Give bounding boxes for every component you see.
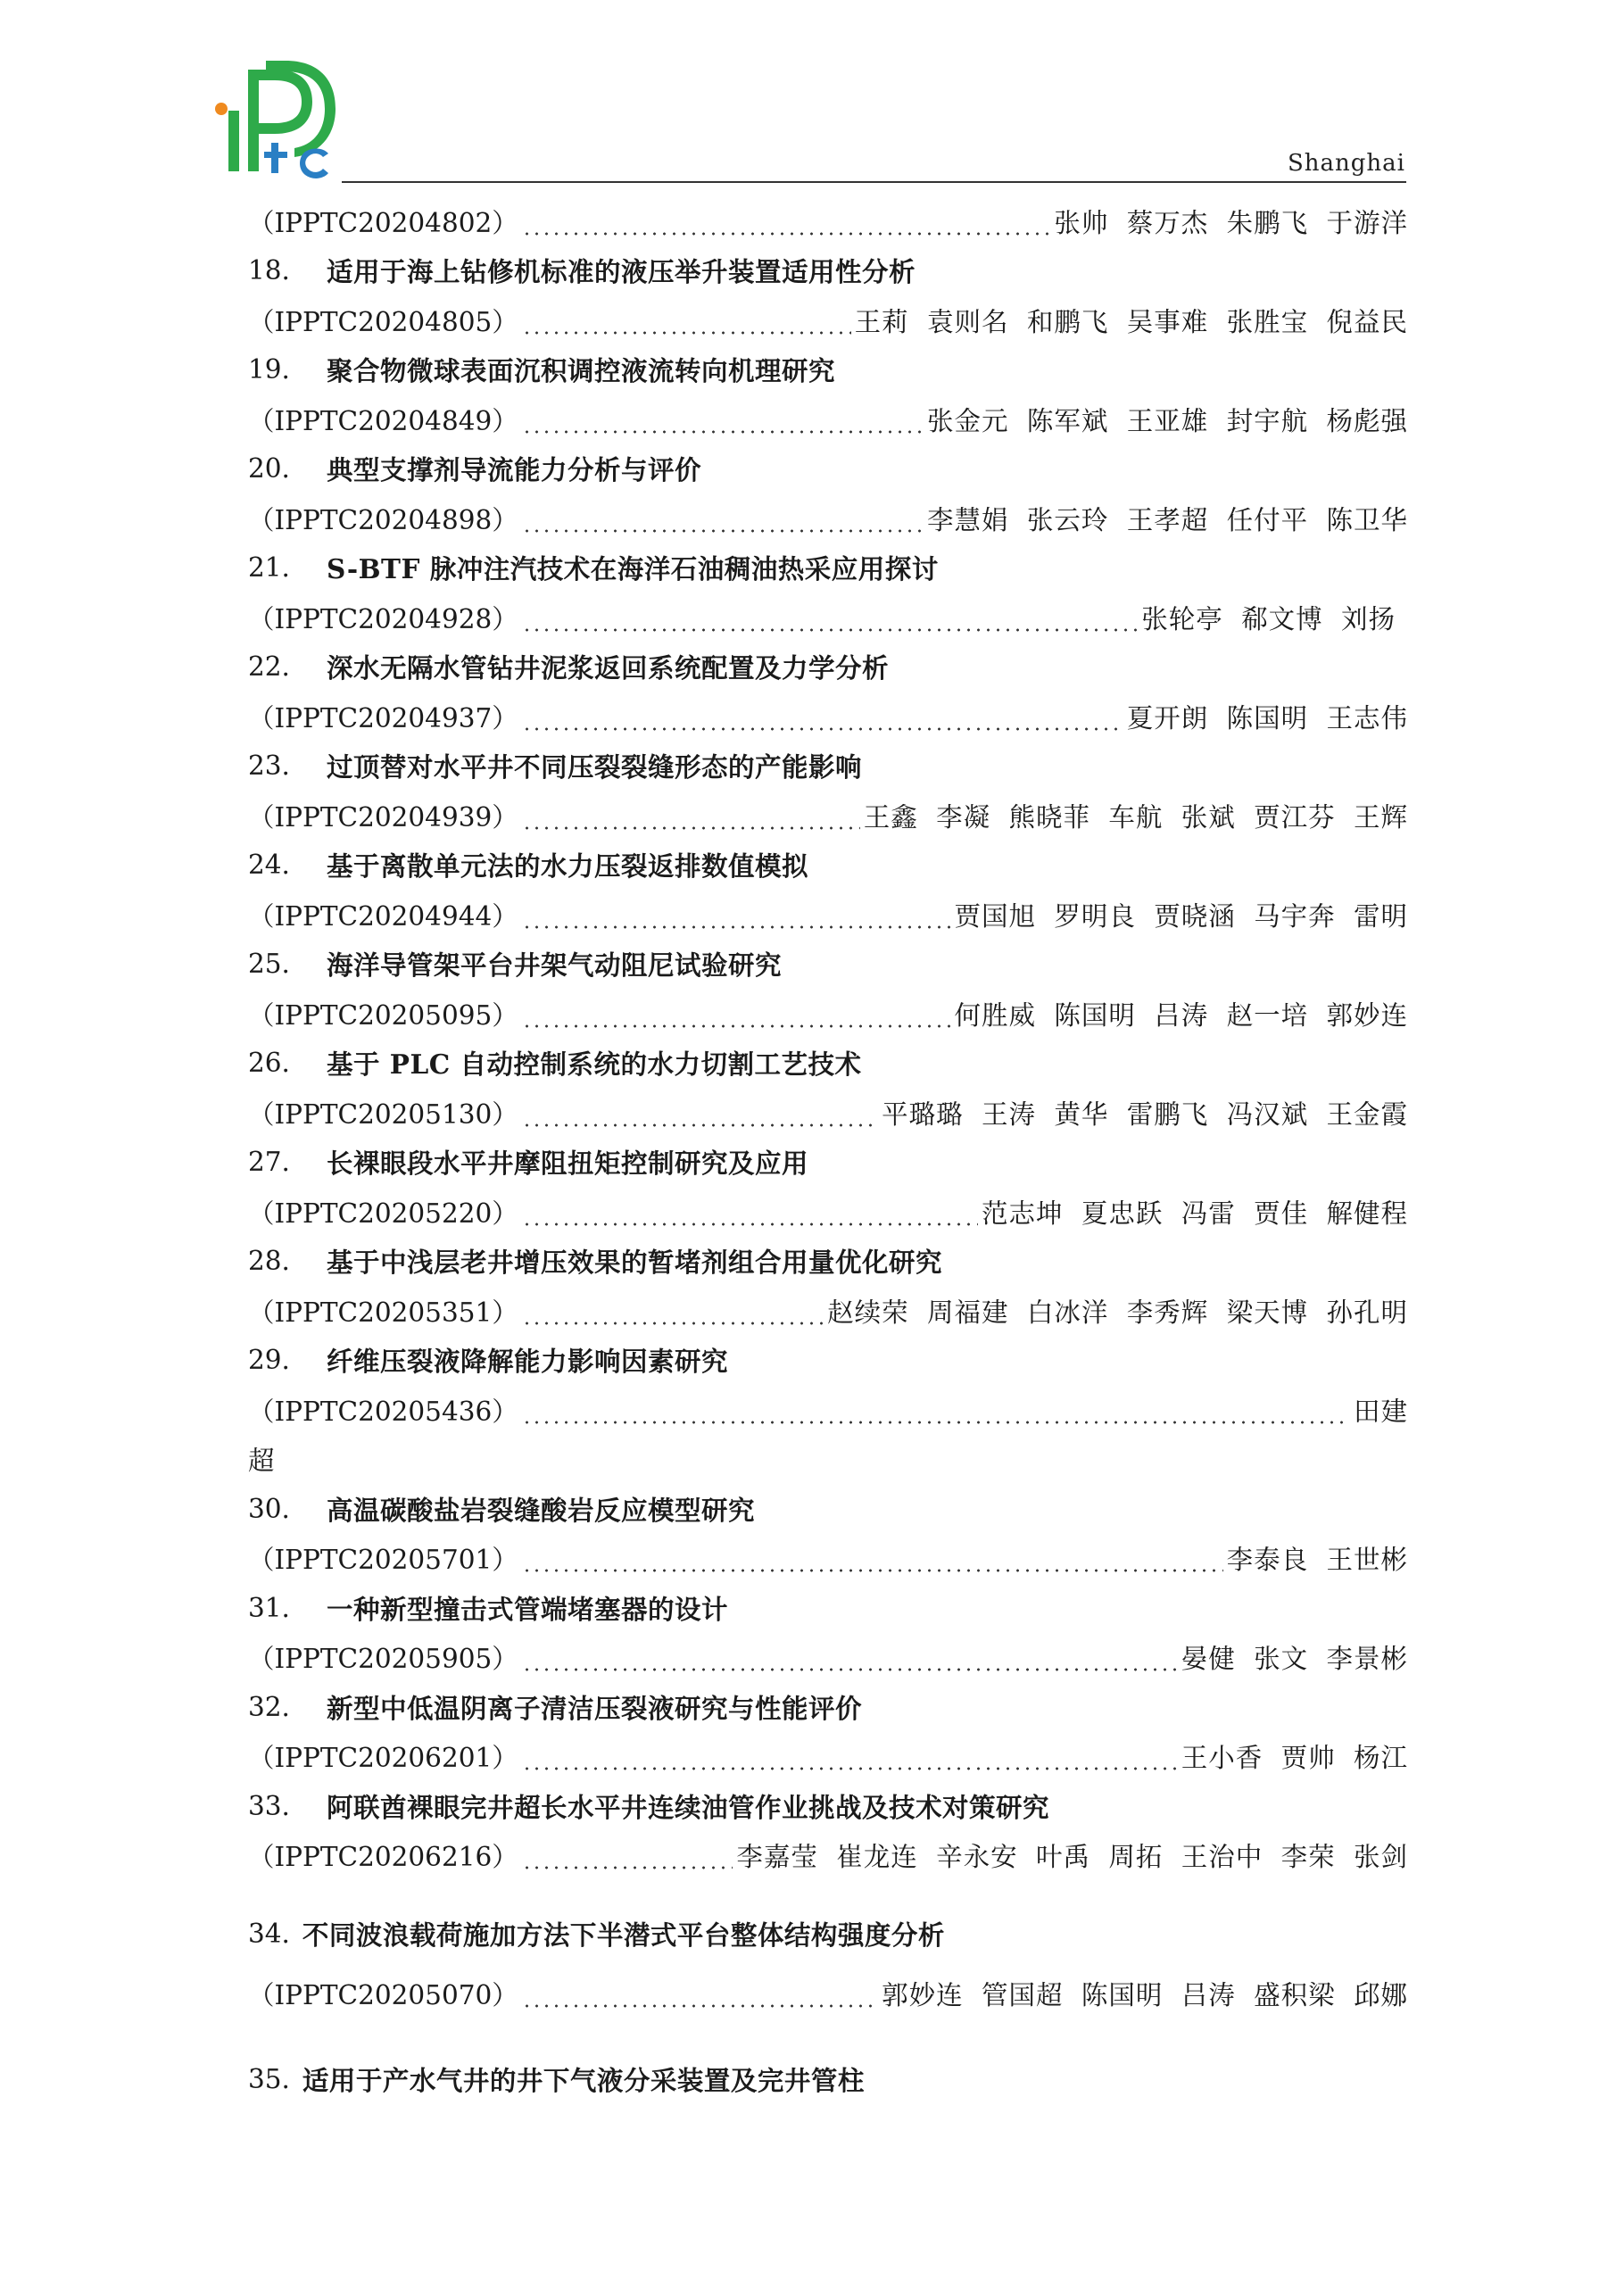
entry-number: 30. — [248, 1493, 290, 1524]
logo-t-cross — [264, 152, 287, 158]
logo-i-dot — [215, 103, 228, 115]
toc-entry-title-row — [248, 2054, 1408, 2104]
paper-code: （IPPTC20205701） — [248, 1545, 518, 1576]
paper-code: （IPPTC20204802） — [248, 207, 518, 238]
toc-entry-code-row — [248, 295, 1408, 345]
authors: 李慧娟 张云玲 王孝超 任付平 陈卫华 — [926, 504, 1408, 535]
paper-title: 新型中低温阴离子清洁压裂液研究与性能评价 — [327, 1692, 863, 1724]
authors: 李泰良 王世彬 — [1226, 1545, 1408, 1576]
paper-code: （IPPTC20206216） — [248, 1842, 518, 1873]
toc-entry-code-row — [248, 593, 1408, 642]
paper-title: 典型支撑剂导流能力分析与评价 — [327, 454, 702, 486]
toc-entry-title-row — [248, 1039, 1408, 1089]
dot-leader — [522, 692, 1123, 742]
authors: 平璐璐 王涛 黄华 雷鹏飞 冯汉斌 王金霞 — [882, 1098, 1408, 1130]
toc-entry-title-row — [248, 444, 1408, 494]
authors: 张帅 蔡万杰 朱鹏飞 于游洋 — [1054, 207, 1408, 238]
toc-entry-code-row — [248, 1187, 1408, 1237]
authors: 贾国旭 罗明良 贾晓涵 马宇奔 雷明 — [954, 900, 1408, 932]
paper-title: S-BTF 脉冲注汽技术在海洋石油稠油热采应用探讨 — [327, 553, 939, 585]
toc-entry-code-row — [248, 1831, 1408, 1881]
authors-continued: 超 — [248, 1446, 275, 1477]
toc-entry-title-row — [248, 841, 1408, 891]
toc-entry-code-row — [248, 692, 1408, 742]
toc-entry-code-row — [248, 1286, 1408, 1336]
toc-entry-title-row — [248, 1682, 1408, 1732]
authors-wrap-line — [248, 1435, 1408, 1485]
entry-number: 24. — [248, 850, 290, 881]
authors: 田建 — [1353, 1396, 1408, 1427]
toc-entry-code-row — [248, 1385, 1408, 1435]
entry-number: 20. — [248, 453, 290, 485]
paper-title: 长裸眼段水平井摩阻扭矩控制研究及应用 — [327, 1148, 809, 1180]
entry-number: 35. — [248, 2063, 290, 2094]
authors: 王莉 袁则名 和鹏飞 吴事难 张胜宝 倪益民 — [854, 306, 1408, 337]
entry-number: 23. — [248, 750, 290, 782]
paper-code: （IPPTC20204944） — [248, 900, 518, 932]
paper-code: （IPPTC20205130） — [248, 1098, 518, 1130]
entry-number: 26. — [248, 1048, 290, 1079]
entry-number: 25. — [248, 949, 290, 980]
toc-entry-code-row — [248, 791, 1408, 841]
dot-leader — [522, 1534, 1223, 1584]
toc-entry-title-row — [248, 345, 1408, 395]
paper-title: 适用于海上钻修机标准的液压举升装置适用性分析 — [327, 256, 916, 288]
dot-leader — [522, 394, 924, 444]
toc-entry-code-row — [248, 1969, 1408, 2019]
authors: 郭妙连 管国超 陈国明 吕涛 盛积梁 邱娜 — [882, 1980, 1408, 2011]
toc-entry-code-row — [248, 1534, 1408, 1584]
toc-entry-title-row — [248, 1138, 1408, 1188]
paper-title: 基于离散单元法的水力压裂返排数值模拟 — [327, 850, 809, 883]
paper-title: 海洋导管架平台井架气动阻尼试验研究 — [327, 949, 783, 982]
paper-title: 过顶替对水平井不同压裂裂缝形态的产能影响 — [327, 751, 863, 783]
entry-number: 29. — [248, 1345, 290, 1376]
entry-number: 18. — [248, 255, 290, 286]
toc-entry-code-row — [248, 1732, 1408, 1782]
dot-leader — [522, 1385, 1350, 1435]
paper-code: （IPPTC20204937） — [248, 702, 518, 734]
authors: 张轮亭 郗文博 刘扬 — [1141, 603, 1396, 634]
toc-list — [248, 196, 1408, 2104]
dot-leader — [522, 295, 851, 345]
logo-c-shape — [300, 148, 328, 178]
paper-code: （IPPTC20204898） — [248, 504, 518, 535]
toc-entry-code-row — [248, 493, 1408, 543]
dot-leader — [522, 1187, 978, 1237]
paper-code: （IPPTC20204805） — [248, 306, 518, 337]
toc-entry-code-row — [248, 890, 1408, 940]
entry-number: 31. — [248, 1592, 290, 1623]
paper-code: （IPPTC20204849） — [248, 405, 518, 436]
paper-title: 阿联酋裸眼完井超长水平井连续油管作业挑战及技术对策研究 — [327, 1791, 1050, 1823]
paper-code: （IPPTC20205436） — [248, 1396, 518, 1427]
paper-code: （IPPTC20206201） — [248, 1743, 518, 1774]
authors: 赵续荣 周福建 白冰洋 李秀辉 梁天博 孙孔明 — [827, 1297, 1408, 1328]
paper-code: （IPPTC20205351） — [248, 1297, 518, 1328]
toc-entry-code-row — [248, 989, 1408, 1039]
paper-title: 聚合物微球表面沉积调控液流转向机理研究 — [327, 355, 836, 387]
toc-entry-title-row — [248, 1336, 1408, 1386]
dot-leader — [522, 593, 1138, 642]
paper-code: （IPPTC20205070） — [248, 1980, 518, 2011]
entry-number: 27. — [248, 1147, 290, 1178]
authors: 张金元 陈军斌 王亚雄 封宇航 杨彪强 — [926, 405, 1408, 436]
dot-leader — [522, 890, 951, 940]
spacer — [248, 1880, 1408, 1909]
paper-code: （IPPTC20205095） — [248, 999, 518, 1031]
entry-number: 21. — [248, 552, 290, 584]
paper-title: 深水无隔水管钻井泥浆返回系统配置及力学分析 — [327, 652, 890, 684]
toc-entry-title-row — [248, 1484, 1408, 1534]
dot-leader — [522, 791, 860, 841]
authors: 范志坤 夏忠跃 冯雷 贾佳 解健程 — [981, 1198, 1408, 1229]
paper-title: 一种新型撞击式管端堵塞器的设计 — [327, 1593, 729, 1625]
entry-number: 34. — [248, 1918, 290, 1949]
toc-entry-title-row — [248, 246, 1408, 296]
dot-leader — [522, 1831, 733, 1881]
toc-entry-title-row — [248, 940, 1408, 990]
toc-entry-title-row — [248, 1909, 1408, 1959]
entry-number: 33. — [248, 1790, 290, 1821]
toc-entry-code-row — [248, 394, 1408, 444]
spacer — [248, 2018, 1408, 2054]
authors: 李嘉莹 崔龙连 辛永安 叶禹 周拓 王治中 李荣 张剑 — [736, 1842, 1408, 1873]
dot-leader — [522, 493, 924, 543]
authors: 夏开朗 陈国明 王志伟 — [1126, 702, 1408, 734]
dot-leader — [522, 1286, 824, 1336]
paper-title: 基于 PLC 自动控制系统的水力切割工艺技术 — [327, 1049, 862, 1081]
paper-code: （IPPTC20205220） — [248, 1198, 518, 1229]
header-location: Shanghai — [1287, 150, 1405, 177]
entry-number: 19. — [248, 354, 290, 385]
entry-number: 22. — [248, 651, 290, 683]
toc-entry-code-row — [248, 1088, 1408, 1138]
toc-entry-title-row — [248, 1237, 1408, 1287]
toc-entry-title-row — [248, 1781, 1408, 1831]
paper-title: 不同波浪载荷施加方法下半潜式平台整体结构强度分析 — [302, 1919, 945, 1951]
entry-number: 28. — [248, 1246, 290, 1277]
toc-entry-code-row — [248, 1633, 1408, 1683]
paper-code: （IPPTC20204939） — [248, 801, 518, 833]
toc-entry-title-row — [248, 543, 1408, 593]
toc-entry-title-row — [248, 1583, 1408, 1633]
authors: 王小香 贾帅 杨江 — [1181, 1743, 1408, 1774]
dot-leader — [522, 1088, 878, 1138]
authors: 王鑫 李凝 熊晓菲 车航 张斌 贾江芬 王辉 — [863, 801, 1408, 833]
paper-title: 纤维压裂液降解能力影响因素研究 — [327, 1346, 729, 1378]
paper-title: 基于中浅层老井增压效果的暂堵剂组合用量优化研究 — [327, 1247, 943, 1279]
header-divider — [342, 181, 1406, 183]
paper-code: （IPPTC20204928） — [248, 603, 518, 634]
paper-code: （IPPTC20205905） — [248, 1644, 518, 1675]
ipptc-logo — [212, 59, 337, 193]
entry-number: 32. — [248, 1691, 290, 1722]
toc-entry-code-row — [248, 196, 1408, 246]
dot-leader — [522, 1969, 878, 2019]
paper-title: 适用于产水气井的井下气液分采装置及完井管柱 — [302, 2064, 865, 2096]
toc-entry-title-row — [248, 742, 1408, 792]
paper-title: 高温碳酸盐岩裂缝酸岩反应模型研究 — [327, 1494, 756, 1526]
authors: 晏健 张文 李景彬 — [1181, 1644, 1408, 1675]
dot-leader — [522, 1633, 1178, 1683]
dot-leader — [522, 989, 951, 1039]
dot-leader — [522, 1732, 1178, 1782]
logo-i-bar — [228, 111, 239, 171]
toc-entry-title-row — [248, 642, 1408, 692]
authors: 何胜威 陈国明 吕涛 赵一培 郭妙连 — [954, 999, 1408, 1031]
dot-leader — [522, 196, 1051, 246]
